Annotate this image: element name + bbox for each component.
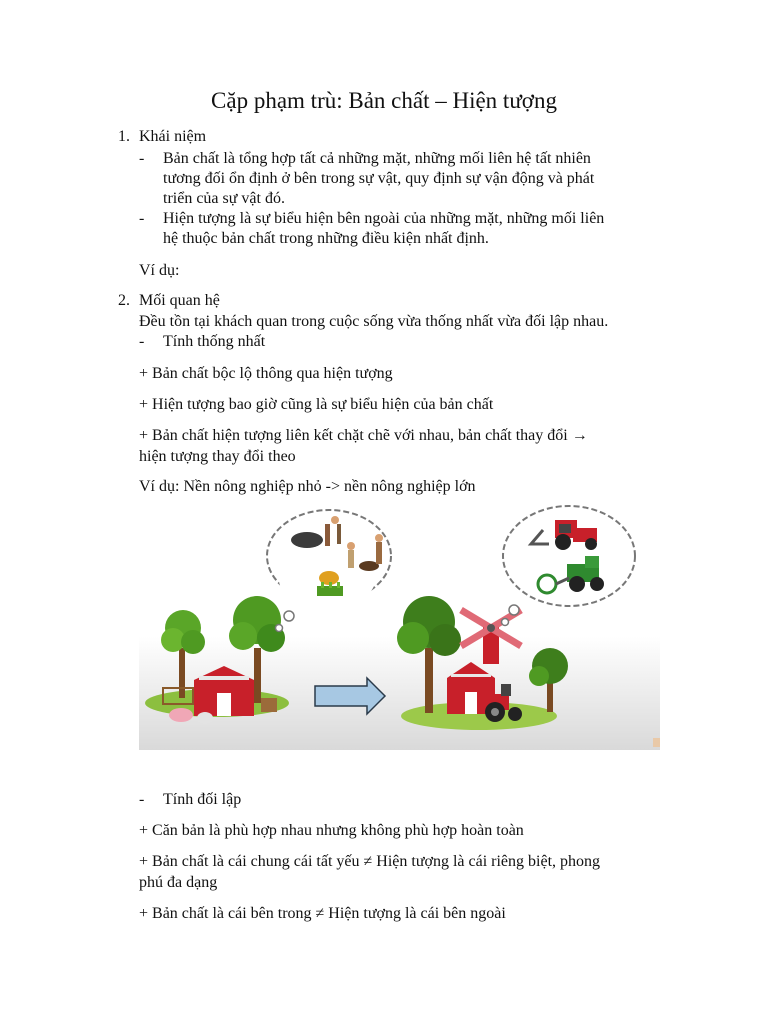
relationship-intro: Đều tồn tại khách quan trong cuộc sống vừa thống nhất vừa đối lập nhau.	[139, 313, 609, 330]
unity-point: + Bản chất hiện tượng liên kết chặt chẽ với nhau, bản chất thay đổi →	[139, 427, 588, 444]
section-1-number: 1.	[118, 128, 130, 145]
bullet-marker: -	[139, 210, 145, 227]
opposition-label: Tính đối lập	[163, 791, 242, 808]
unity-label: Tính thống nhất	[163, 333, 266, 350]
section-2-number: 2.	[118, 292, 130, 309]
section-2-heading: Mối quan hệ	[139, 292, 220, 309]
essence-definition-line: triển của sự vật đó.	[163, 190, 285, 207]
essence-definition-line: Bản chất là tổng hợp tất cả những mặt, những mối liên hệ tất nhiên	[163, 150, 591, 167]
opposition-point: + Bản chất là cái chung cái tất yếu ≠ Hiện tượng là cái riêng biệt, phong	[139, 853, 601, 870]
example-label: Ví dụ:	[139, 262, 180, 279]
unity-point: + Hiện tượng bao giờ cũng là sự biểu hiện của bản chất	[139, 396, 494, 413]
bullet-marker: -	[139, 791, 145, 808]
opposition-point: + Căn bản là phù hợp nhau nhưng không phù hợp hoàn toàn	[139, 822, 524, 839]
page-title: Cặp phạm trù: Bản chất – Hiện tượng	[211, 88, 557, 113]
section-1-heading: Khái niệm	[139, 128, 207, 145]
bullet-marker: -	[139, 150, 145, 167]
bullet-marker: -	[139, 333, 145, 350]
essence-definition-line: tương đối ổn định ở bên trong sự vật, quy định sự vận động và phát	[163, 170, 595, 187]
phenomenon-definition-line: Hiện tượng là sự biểu hiện bên ngoài của những mặt, những mối liên	[163, 210, 605, 227]
opposition-point-continued: phú đa dạng	[139, 874, 218, 891]
farming-illustration	[139, 498, 660, 750]
unity-point: + Bản chất bộc lộ thông qua hiện tượng	[139, 365, 393, 382]
farming-example: Ví dụ: Nền nông nghiệp nhỏ -> nền nông nghiệp lớn	[139, 478, 476, 495]
phenomenon-definition-line: hệ thuộc bản chất trong những điều kiện nhất định.	[163, 230, 489, 247]
unity-point-continued: hiện tượng thay đổi theo	[139, 448, 296, 465]
opposition-point: + Bản chất là cái bên trong ≠ Hiện tượng là cái bên ngoài	[139, 905, 506, 922]
